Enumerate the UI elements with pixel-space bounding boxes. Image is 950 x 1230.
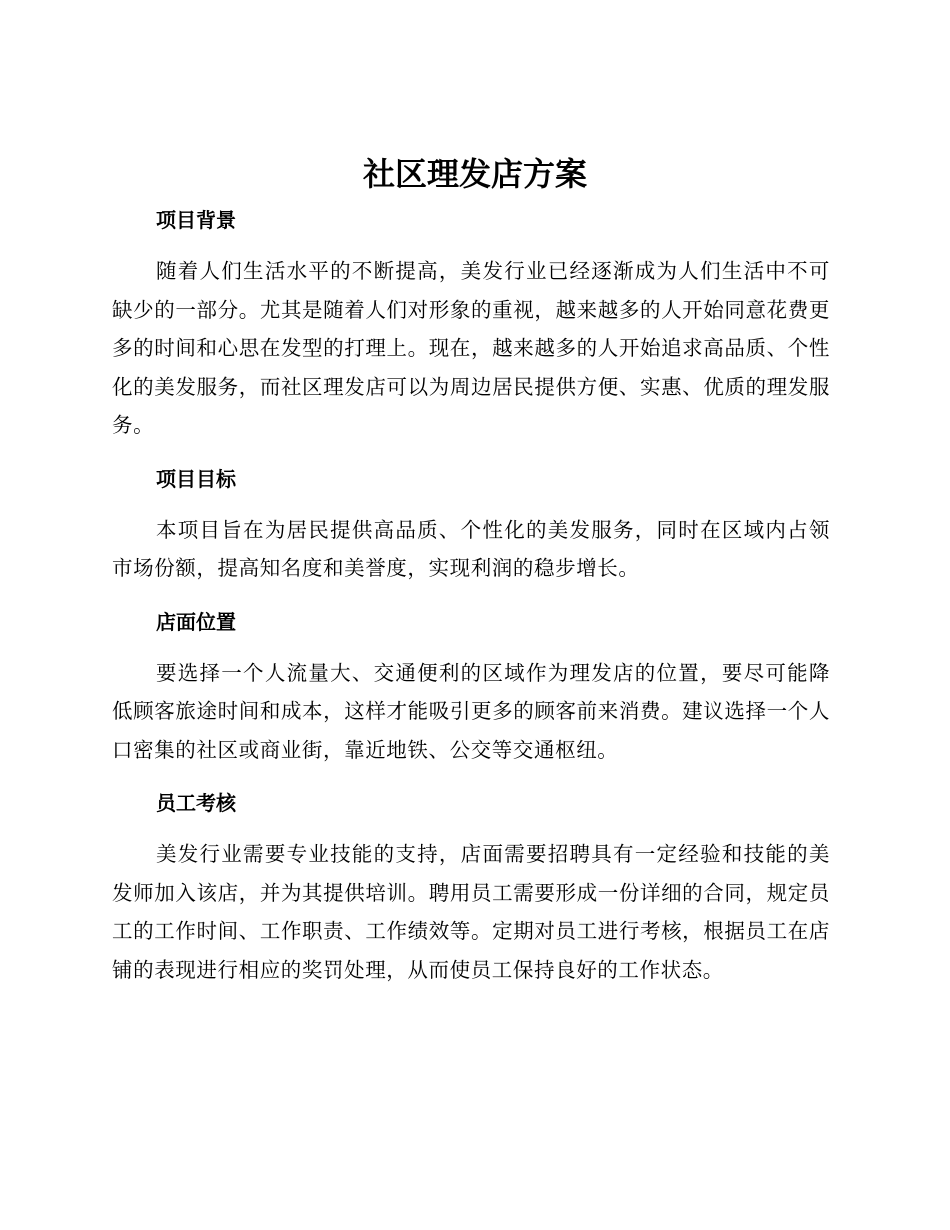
section-staff-assessment bbox=[112, 783, 830, 989]
document-content bbox=[112, 200, 830, 1003]
section-background bbox=[112, 200, 830, 445]
section-heading: 项目背景 bbox=[156, 208, 236, 232]
section-paragraph: 美发行业需要专业技能的支持，店面需要招聘具有一定经验和技能的美发师加入该店，并为其提供培训。聘用员工需要形成一份详细的合同，规定员工的工作时间、工作职责、工作绩效等。定期对员工进行考核，根据员工在店铺的表现进行相应的奖罚处理，从而使员工保持良好的工作状态。 bbox=[112, 842, 830, 982]
section-heading: 店面位置 bbox=[156, 609, 236, 634]
section-paragraph: 随着人们生活水平的不断提高，美发行业已经逐渐成为人们生活中不可缺少的一部分。尤其是随着人们对形象的重视，越来越多的人开始同意花费更多的时间和心思在发型的打理上。现在，越来越多的人开始追求高品质、个性化的美发服务，而社区理发店可以为周边居民提供方便、实惠、优质的理发服务。 bbox=[112, 259, 830, 437]
section-heading: 员工考核 bbox=[156, 791, 236, 815]
section-location bbox=[112, 602, 830, 770]
section-paragraph: 要选择一个人流量大、交通便利的区域作为理发店的位置，要尽可能降低顾客旅途时间和成本，这样才能吸引更多的顾客前来消费。建议选择一个人口密集的社区或商业街，靠近地铁、公交等交通枢纽。 bbox=[112, 660, 830, 762]
section-heading: 项目目标 bbox=[156, 466, 236, 491]
document-title: 社区理发店方案 bbox=[362, 155, 587, 193]
section-goals bbox=[112, 459, 830, 588]
section-paragraph: 本项目旨在为居民提供高品质、个性化的美发服务，同时在区域内占领市场份额，提高知名度和美誉度，实现利润的稳步增长。 bbox=[112, 517, 830, 580]
